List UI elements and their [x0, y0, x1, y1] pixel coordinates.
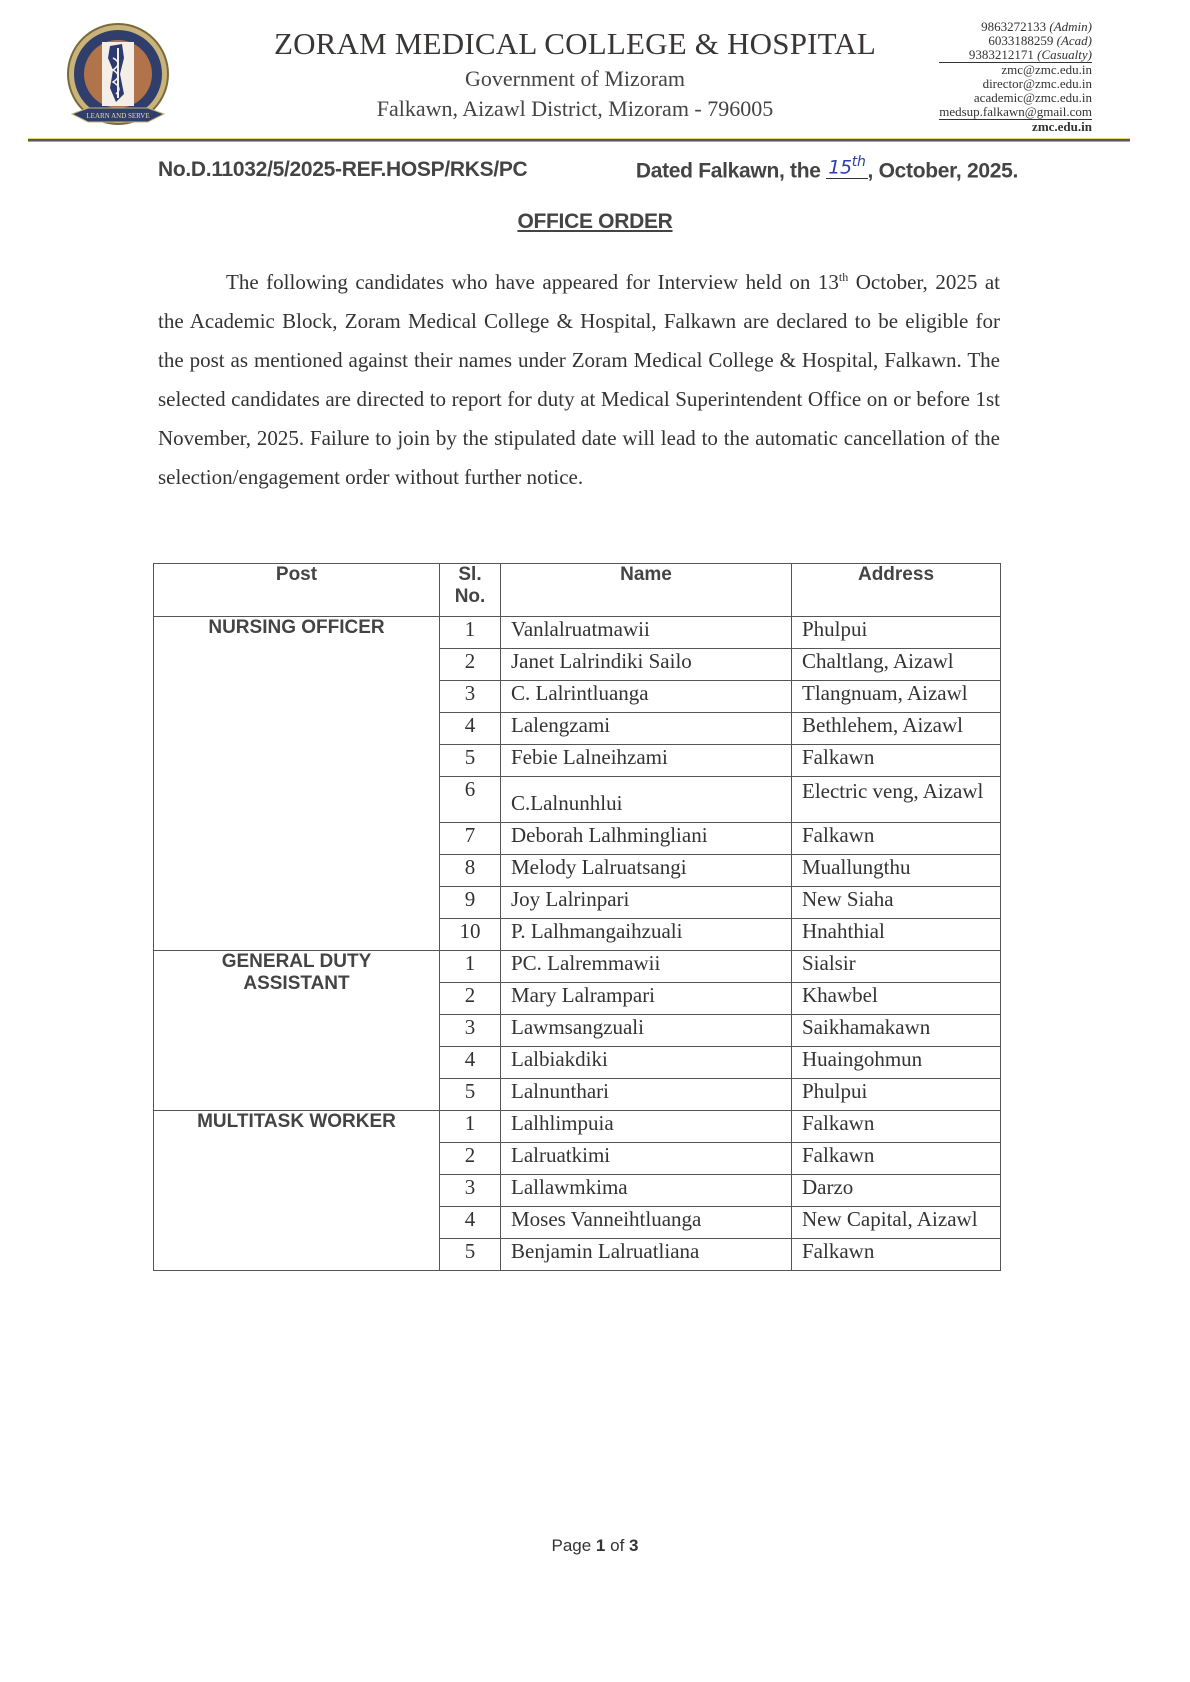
post-multitask-worker: MULTITASK WORKER	[154, 1111, 440, 1271]
address-cell: Huaingohmun	[792, 1047, 1001, 1079]
header-divider	[28, 138, 1130, 142]
sl-cell: 6	[440, 777, 501, 823]
post-nursing-officer: NURSING OFFICER	[154, 617, 440, 951]
sl-cell: 3	[440, 681, 501, 713]
handwritten-day: 15th	[828, 154, 866, 179]
sl-cell: 5	[440, 745, 501, 777]
name-cell: Lalnunthari	[501, 1079, 792, 1111]
name-cell: PC. Lalremmawii	[501, 951, 792, 983]
reference-line	[158, 154, 1018, 183]
phone-admin: 9863272133 (Admin)	[981, 19, 1092, 34]
sl-cell: 3	[440, 1175, 501, 1207]
org-address: Falkawn, Aizawl District, Mizoram - 796005	[376, 96, 774, 121]
name-cell: Febie Lalneihzami	[501, 745, 792, 777]
name-cell: Lalhlimpuia	[501, 1111, 792, 1143]
name-cell: Melody Lalruatsangi	[501, 855, 792, 887]
website-link[interactable]: zmc.edu.in	[1032, 119, 1092, 134]
phone-acad: 6033188259 (Acad)	[988, 33, 1092, 48]
sl-cell: 2	[440, 983, 501, 1015]
header-post: Post	[154, 564, 440, 617]
sl-cell: 2	[440, 1143, 501, 1175]
name-cell: Lalengzami	[501, 713, 792, 745]
post-general-duty-assistant: GENERAL DUTY ASSISTANT	[154, 951, 440, 1111]
email-academic[interactable]: academic@zmc.edu.in	[973, 90, 1092, 105]
sl-cell: 8	[440, 855, 501, 887]
sl-cell: 10	[440, 919, 501, 951]
sl-cell: 4	[440, 713, 501, 745]
address-cell: Khawbel	[792, 983, 1001, 1015]
name-cell: Lalruatkimi	[501, 1143, 792, 1175]
college-logo-emblem	[58, 18, 178, 138]
org-subtitle: Government of Mizoram	[465, 66, 685, 91]
name-cell: C. Lalrintluanga	[501, 681, 792, 713]
address-cell: Falkawn	[792, 1239, 1001, 1271]
sl-cell: 9	[440, 887, 501, 919]
sl-cell: 4	[440, 1207, 501, 1239]
page-number: Page 1 of 3	[551, 1536, 639, 1555]
selected-candidates-table	[153, 563, 1001, 1271]
address-cell: Saikhamakawn	[792, 1015, 1001, 1047]
order-body-paragraph: The following candidates who have appeared for Interview held on 13th October, 2025 at the Academic Block, Zoram Medical College & Hospital, Falkawn are declared to be eligible for the post as mentioned against their names under Zoram Medical College & Hospital, Falkawn. The selected candidates are directed to report for duty at Medical Superintendent Office on or before 1st November, 2025. Failure to join by the stipulated date will lead to the automatic cancellation of the selection/engagement order without further notice.	[158, 270, 1000, 489]
sl-cell: 1	[440, 951, 501, 983]
address-cell: Falkawn	[792, 823, 1001, 855]
address-cell: Falkawn	[792, 1143, 1001, 1175]
table-header-row	[154, 564, 1001, 617]
address-cell: Tlangnuam, Aizawl	[792, 681, 1001, 713]
name-cell: Vanlalruatmawii	[501, 617, 792, 649]
org-name: ZORAM MEDICAL COLLEGE & HOSPITAL	[273, 26, 877, 61]
address-cell: Sialsir	[792, 951, 1001, 983]
address-cell: Phulpui	[792, 1079, 1001, 1111]
order-date: Dated Falkawn, the 15th, October, 2025.	[635, 154, 1018, 183]
header-sl-no: Sl. No.	[440, 564, 501, 617]
reference-number: No.D.11032/5/2025-REF.HOSP/RKS/PC	[158, 158, 528, 181]
name-cell: Lallawmkima	[501, 1175, 792, 1207]
address-cell: Darzo	[792, 1175, 1001, 1207]
name-cell: C.Lalnunhlui	[501, 777, 792, 823]
address-cell: Electric veng, Aizawl	[792, 777, 1001, 823]
sl-cell: 7	[440, 823, 501, 855]
address-cell: Hnahthial	[792, 919, 1001, 951]
document-title: OFFICE ORDER	[517, 210, 673, 233]
email-zmc[interactable]: zmc@zmc.edu.in	[1001, 62, 1092, 77]
email-medsup[interactable]: medsup.falkawn@gmail.com	[939, 104, 1092, 119]
sl-cell: 1	[440, 617, 501, 649]
name-cell: Lalbiakdiki	[501, 1047, 792, 1079]
table-row	[154, 617, 1001, 649]
contact-block	[939, 20, 1092, 134]
address-cell: Bethlehem, Aizawl	[792, 713, 1001, 745]
table-row	[154, 951, 1001, 983]
sl-cell: 2	[440, 649, 501, 681]
name-cell: P. Lalhmangaihzuali	[501, 919, 792, 951]
phone-casualty: 9383212171 (Casualty)	[939, 48, 1092, 63]
name-cell: Mary Lalrampari	[501, 983, 792, 1015]
header-address: Address	[792, 564, 1001, 617]
address-cell: Phulpui	[792, 617, 1001, 649]
table-row	[154, 1111, 1001, 1143]
header-name: Name	[501, 564, 792, 617]
sl-cell: 4	[440, 1047, 501, 1079]
address-cell: New Capital, Aizawl	[792, 1207, 1001, 1239]
name-cell: Lawmsangzuali	[501, 1015, 792, 1047]
address-cell: Falkawn	[792, 745, 1001, 777]
sl-cell: 5	[440, 1239, 501, 1271]
sl-cell: 1	[440, 1111, 501, 1143]
sl-cell: 3	[440, 1015, 501, 1047]
name-cell: Benjamin Lalruatliana	[501, 1239, 792, 1271]
name-cell: Janet Lalrindiki Sailo	[501, 649, 792, 681]
svg-text:LEARN AND SERVE: LEARN AND SERVE	[86, 112, 150, 120]
name-cell: Moses Vanneihtluanga	[501, 1207, 792, 1239]
sl-cell: 5	[440, 1079, 501, 1111]
letterhead-title-block	[250, 26, 900, 122]
caduceus-emblem-icon	[58, 18, 178, 138]
address-cell: New Siaha	[792, 887, 1001, 919]
name-cell: Joy Lalrinpari	[501, 887, 792, 919]
address-cell: Chaltlang, Aizawl	[792, 649, 1001, 681]
address-cell: Muallungthu	[792, 855, 1001, 887]
address-cell: Falkawn	[792, 1111, 1001, 1143]
name-cell: Deborah Lalhmingliani	[501, 823, 792, 855]
email-director[interactable]: director@zmc.edu.in	[982, 76, 1092, 91]
